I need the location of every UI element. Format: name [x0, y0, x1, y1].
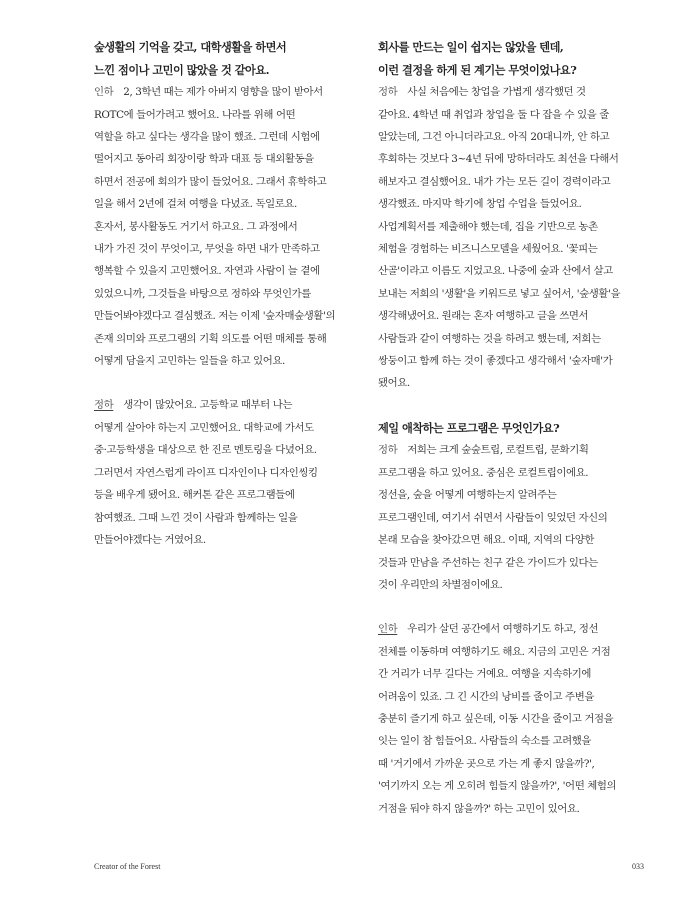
answer-line: 쌍둥이고 함께 하는 것이 좋겠다고 생각해서 '숲자매'가 [378, 355, 613, 368]
answer-jeongha-1 [94, 394, 362, 551]
answer-line: 행복할 수 있을지 고민했어요. 자연과 사람이 늘 곁에 [94, 265, 320, 278]
answer-line: 인하 우리가 살던 공간에서 여행하기도 하고, 정선 [378, 623, 599, 636]
answer-line: 간 거리가 너무 길다는 거예요. 여행을 지속하기에 [378, 668, 592, 681]
answer-line: 그러면서 자연스럽게 라이프 디자인이나 디자인씽킹 [94, 466, 318, 479]
answer-line: 본래 모습을 찾아갔으면 해요. 이때, 지역의 다양한 [378, 534, 594, 547]
answer-line: 충분히 즐기게 하고 싶은데, 이동 시간을 줄이고 거점을 [378, 712, 614, 725]
answer-line: 떨어지고 동아리 회장이랑 학과 대표 등 대외활동을 [94, 153, 314, 166]
answer-line: 내가 가진 것이 무엇이고, 무엇을 하면 내가 만족하고 [94, 243, 320, 256]
speaker-label: 정하 [378, 444, 398, 457]
answer-line: '여기까지 오는 게 오히려 힘들지 않을까?', '어떤 체험의 [378, 780, 617, 793]
answer-line: 만들어야겠다는 거였어요. [94, 533, 206, 546]
answer-line: 등을 배우게 됐어요. 해커톤 같은 프로그램들에 [94, 489, 295, 502]
answer-line: 프로그램인데, 여기서 쉬면서 사람들이 잊었던 자신의 [378, 511, 608, 524]
answer-line: 프로그램을 하고 있어요. 중심은 로컬트립이에요. [378, 466, 589, 479]
answer-line: 생각했죠. 마지막 학기에 창업 수업을 들었어요. [378, 198, 582, 211]
answer-line: 참여했죠. 그때 느낀 것이 사람과 함께하는 일을 [94, 511, 298, 524]
answer-line: 산골'이라고 이름도 지었고요. 나중에 숲과 산에서 살고 [378, 265, 613, 278]
answer-line: 있었으니까, 그것들을 바탕으로 정하와 무엇인가를 [94, 287, 311, 300]
speaker-label: 인하 [378, 623, 398, 636]
speaker-label: 인하 [94, 86, 114, 99]
answer-line: 것들과 만남을 주선하는 친구 같은 가이드가 있다는 [378, 556, 598, 569]
answer-line: 정하 사실 처음에는 창업을 가볍게 생각했던 것 [378, 86, 586, 99]
speaker-label: 정하 [378, 86, 398, 99]
answer-line: ROTC에 들어가려고 했어요. 나라를 위해 어떤 [94, 108, 296, 121]
answer-line: 정선을, 숲을 어떻게 여행하는지 알려주는 [378, 489, 557, 502]
answer-line: 만들어봐야겠다고 결심했죠. 저는 이제 '숲자매숲생활'의 [94, 310, 336, 323]
answer-line: 알았는데, 그건 아니더라고요. 아직 20대니까, 안 하고 [378, 131, 610, 143]
answer-line: 인하 2, 3학년 때는 제가 아버지 영향을 많이 받아서 [94, 86, 323, 99]
answer-line: 중·고등학생을 대상으로 한 진로 멘토링을 다녔어요. [94, 444, 317, 457]
answer-line: 거점을 둬야 하지 않을까?' 하는 고민이 있어요. [378, 802, 580, 815]
question-2 [378, 36, 646, 81]
left-column [94, 36, 362, 551]
answer-line: 체험을 경험하는 비즈니스모델을 세웠어요. '꽃피는 [378, 243, 598, 256]
speaker-label: 정하 [94, 399, 114, 412]
answer-line: 전체를 이동하며 여행하기도 해요. 지금의 고민은 거점 [378, 645, 611, 658]
answer-line: 사람들과 같이 여행하는 것을 하려고 했는데, 저희는 [378, 332, 601, 345]
answer-inha-1 [94, 81, 362, 372]
answer-line: 후회하는 것보다 3~4년 뒤에 망하더라도 최선을 다해서 [378, 153, 619, 166]
answer-line: 것이 우리만의 차별점이에요. [378, 578, 503, 591]
answer-line: 혼자서, 봉사활동도 거기서 하고요. 그 과정에서 [94, 220, 298, 233]
answer-jeongha-2 [378, 81, 646, 395]
question-line: 제일 애착하는 프로그램은 무엇인가요? [378, 420, 560, 435]
answer-line: 잇는 일이 참 힘들어요. 사람들의 숙소를 고려했을 [378, 735, 592, 748]
answer-line: 어떻게 담을지 고민하는 일들을 하고 있어요. [94, 355, 285, 368]
question-line: 이런 결정을 하게 된 계기는 무엇이었나요? [378, 62, 577, 77]
answer-line: 때 '거기에서 가까운 곳으로 가는 게 좋지 않을까?', [378, 757, 595, 770]
answer-line: 일을 해서 2년에 걸쳐 여행을 다녔죠. 독일로요. [94, 198, 297, 211]
answer-inha-2 [378, 618, 646, 820]
answer-line: 정하 저희는 크게 숲숲트립, 로컬트립, 문화기획 [378, 444, 589, 457]
answer-line: 해보자고 결심했어요. 내가 가는 모든 길이 경력이라고 [378, 175, 611, 188]
question-line: 느낀 점이나 고민이 많았을 것 같아요. [94, 62, 269, 77]
question-1 [94, 36, 362, 81]
answer-line: 어려움이 있죠. 그 긴 시간의 낭비를 줄이고 주변을 [378, 690, 594, 703]
answer-line: 사업계획서를 제출해야 했는데, 집을 기반으로 농촌 [378, 220, 598, 233]
answer-line: 보내는 저희의 '생활'을 키워드로 넣고 싶어서, '숲생활'을 [378, 287, 621, 300]
question-3 [378, 417, 646, 440]
answer-jeongha-3 [378, 439, 646, 596]
page-number: 033 [632, 862, 644, 871]
question-line: 숲생활의 기억을 갖고, 대학생활을 하면서 [94, 40, 287, 54]
answer-line: 같아요. 4학년 때 취업과 창업을 둘 다 잡을 수 있을 줄 [378, 108, 609, 121]
answer-line: 하면서 전공에 회의가 많이 들었어요. 그래서 휴학하고 [94, 175, 327, 188]
answer-line: 역할을 하고 싶다는 생각을 많이 했죠. 그런데 시험에 [94, 131, 320, 143]
answer-line: 존재 의미와 프로그램의 기획 의도를 어떤 매체를 통해 [94, 332, 327, 345]
question-line: 회사를 만드는 일이 쉽지는 않았을 텐데, [378, 40, 564, 54]
answer-line: 정하 생각이 많았어요. 고등학교 때부터 나는 [94, 399, 292, 412]
answer-line: 됐어요. [378, 377, 410, 390]
right-column [378, 36, 646, 820]
answer-line: 어떻게 살아야 하는지 고민했어요. 대학교에 가서도 [94, 421, 314, 434]
footer-title: Creator of the Forest [94, 862, 161, 871]
answer-line: 생각해냈어요. 원래는 혼자 여행하고 글을 쓰면서 [378, 310, 589, 323]
